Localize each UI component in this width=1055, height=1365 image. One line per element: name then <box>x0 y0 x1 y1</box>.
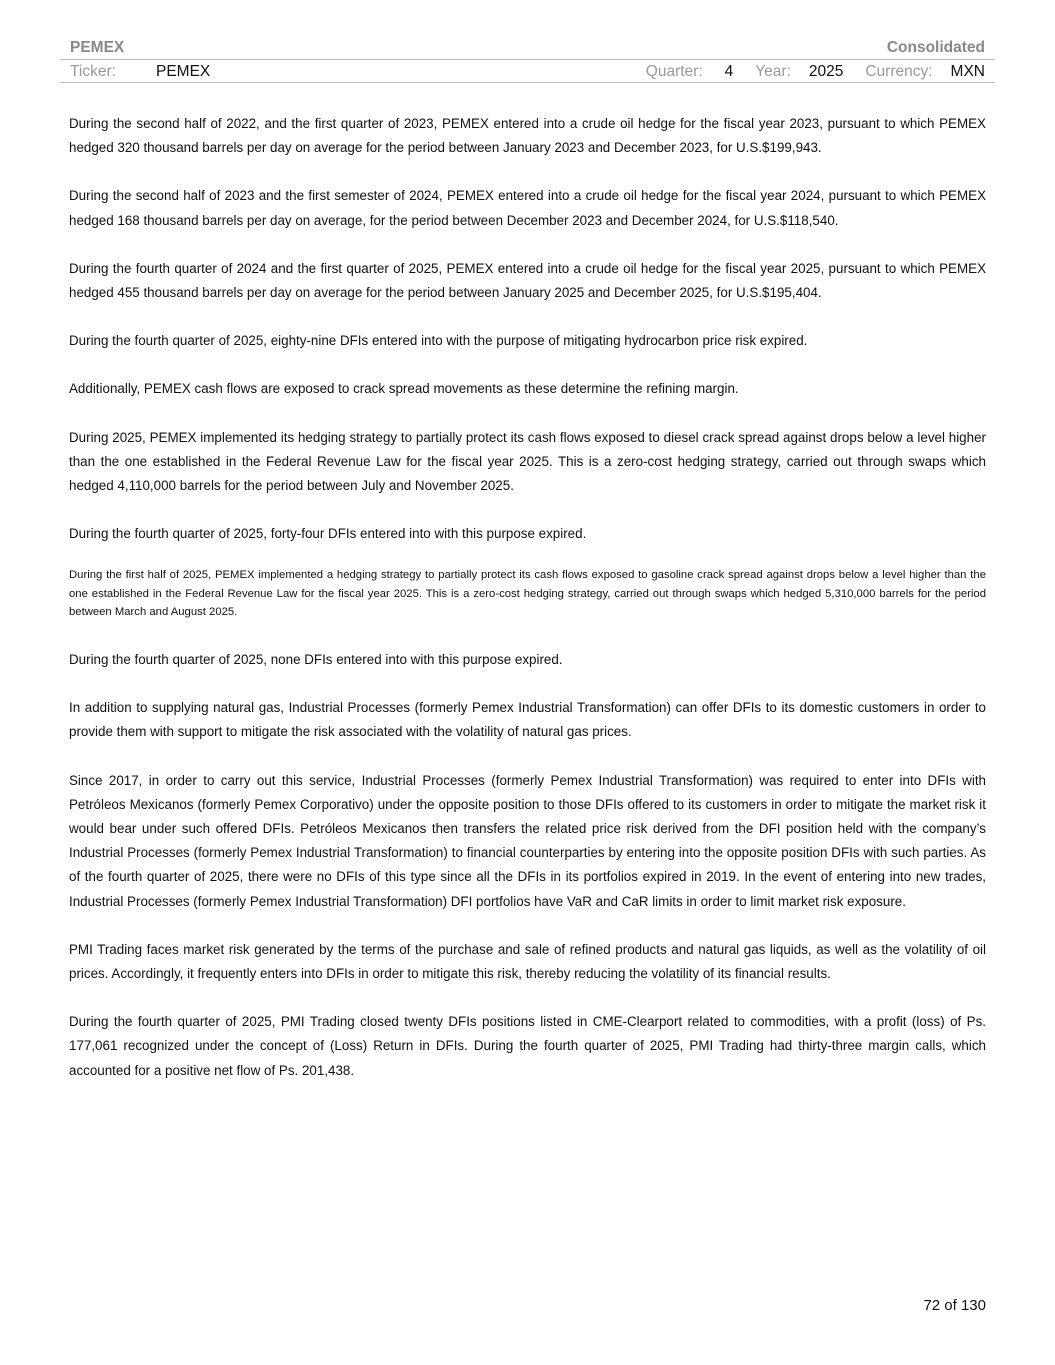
paragraph: During the fourth quarter of 2025, eighty-nine DFIs entered into with the purpose of mitigating hydrocarbon price risk expired. <box>69 333 808 349</box>
paragraph: During the fourth quarter of 2025, none DFIs entered into with this purpose expired. <box>69 651 563 667</box>
paragraph: During the fourth quarter of 2024 and the first quarter of 2025, PEMEX entered into a crude oil hedge for the fiscal year 2025, pursuant to which PEMEX hedged 455 thousand barrels per day on average for the period between January 2025 and December 2025, for U.S.$195,404. <box>69 260 986 301</box>
company-name: PEMEX <box>70 38 125 56</box>
paragraph: During the first half of 2025, PEMEX implemented a hedging strategy to partially protect its cash flows exposed to gasoline crack spread against drops below a level higher than the one established in the Federal Revenue Law for the fiscal year 2025. This is a zero-cost hedging strategy, carried out through swaps which hedged 5,310,000 barrels for the period between March and August 2025. <box>69 569 986 619</box>
paragraph: During 2025, PEMEX implemented its hedging strategy to partially protect its cash flows exposed to diesel crack spread against drops below a level higher than the one established in the Federal Revenue Law for the fiscal year 2025. This is a zero-cost hedging strategy, carried out through swaps which hedged 4,110,000 barrels for the period between July and November 2025. <box>69 429 986 494</box>
paragraph: Since 2017, in order to carry out this service, Industrial Processes (formerly Pemex Industrial Transformation) was required to enter into DFIs with Petróleos Mexicanos (formerly Pemex Corporativo) under the opposite position to those DFIs offered to its customers in order to mitigate the market risk it would bear under such offered DFIs. Petróleos Mexicanos then transfers the related price risk derived from the DFI position held with the company’s Industrial Processes (formerly Pemex Industrial Transformation) to financial counterparties by entering into the opposite position DFIs with such parties. As of the fourth quarter of 2025, there were no DFIs of this type since all the DFIs in its portfolios expired in 2019. In the event of entering into new trades, Industrial Processes (formerly Pemex Industrial Transformation) DFI portfolios have VaR and CaR limits in order to limit market risk exposure. <box>69 772 986 909</box>
page-number: 72 of 130 <box>923 1297 986 1314</box>
scope-label: Consolidated <box>886 38 985 56</box>
ticker-label: Ticker: <box>70 62 116 80</box>
paragraph: During the fourth quarter of 2025, PMI Trading closed twenty DFIs positions listed in CME-Clearport related to commodities, with a profit (loss) of Ps. 177,061 recognized under the concept of (Loss) Return in DFIs. During the fourth quarter of 2025, PMI Trading had thirty-three margin calls, which accounted for a positive net flow of Ps. 201,438. <box>69 1014 986 1078</box>
paragraph: Additionally, PEMEX cash flows are exposed to crack spread movements as these determine the refining margin. <box>69 381 739 397</box>
report-header <box>60 36 995 60</box>
year-label: Year: <box>755 62 791 80</box>
currency-label: Currency: <box>865 62 933 80</box>
quarter-value: 4 <box>724 62 734 80</box>
ticker-value: PEMEX <box>156 62 211 80</box>
paragraph: During the fourth quarter of 2025, forty-four DFIs entered into with this purpose expired. <box>69 526 587 542</box>
year-value: 2025 <box>808 62 844 80</box>
currency-value: MXN <box>950 62 985 80</box>
paragraph: During the second half of 2023 and the first semester of 2024, PEMEX entered into a crude oil hedge for the fiscal year 2024, pursuant to which PEMEX hedged 168 thousand barrels per day on average, for the period between December 2023 and December 2024, for U.S.$118,540. <box>69 188 986 228</box>
document-body <box>69 112 986 1107</box>
paragraph: During the second half of 2022, and the first quarter of 2023, PEMEX entered into a crude oil hedge for the fiscal year 2023, pursuant to which PEMEX hedged 320 thousand barrels per day on average for the period between January 2023 and December 2023, for U.S.$199,943. <box>69 116 986 156</box>
paragraph: In addition to supplying natural gas, Industrial Processes (formerly Pemex Industrial Transformation) can offer DFIs to its domestic customers in order to provide them with support to mitigate the risk associated with the volatility of natural gas prices. <box>69 700 986 740</box>
paragraph: PMI Trading faces market risk generated by the terms of the purchase and sale of refined products and natural gas liquids, as well as the volatility of oil prices. Accordingly, it frequently enters into DFIs in order to mitigate this risk, thereby reducing the volatility of its financial results. <box>69 941 986 981</box>
report-metadata-bar <box>60 61 995 83</box>
quarter-label: Quarter: <box>645 62 703 80</box>
